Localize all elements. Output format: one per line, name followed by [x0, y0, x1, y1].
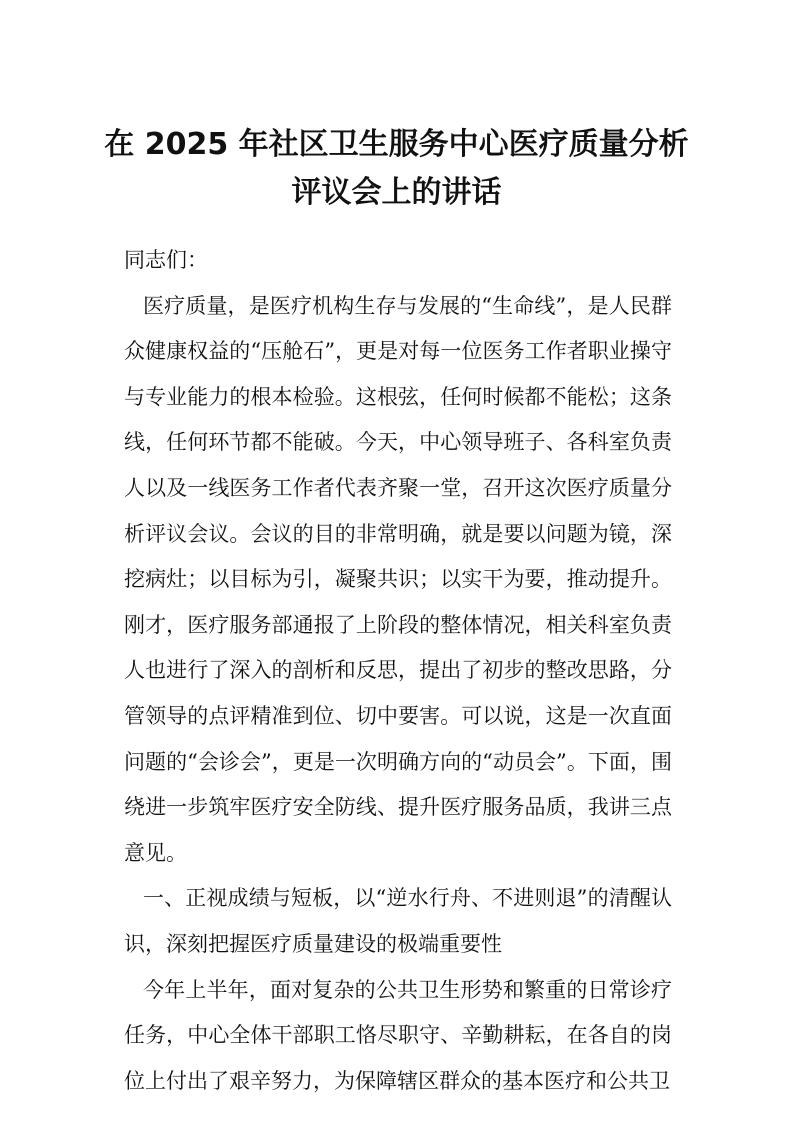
paragraph-section-1: 今年上半年，面对复杂的公共卫生形势和繁重的日常诊疗任务，中心全体干部职工恪尽职守、辛勤耕耘，在各自的岗位上付出了艰辛努力，为保障辖区群众的基本医疗和公共卫	[124, 977, 672, 1093]
section-heading-1: 一、正视成绩与短板，以“逆水行舟、不进则退”的清醒认识，深刻把握医疗质量建设的极端重要性	[124, 886, 672, 956]
document-title-line-2: 评议会上的讲话	[291, 175, 502, 210]
paragraph-opening: 医疗质量，是医疗机构生存与发展的“生命线”，是人民群众健康权益的“压舱石”，更是对每一位医务工作者职业操守与专业能力的根本检验。这根弦，任何时候都不能松；这条线，任何环节都不能破。今天，中心领导班子、各科室负责人以及一线医务工作者代表齐聚一堂，召开这次医疗质量分析评议会议。会议的目的非常明确，就是要以问题为镜，深挖病灶；以目标为引，凝聚共识；以实干为要，推动提升。刚才，医疗服务部通报了上阶段的整体情况，相关科室负责人也进行了深入的剖析和反思，提出了初步的整改思路，分管领导的点评精准到位、切中要害。可以说，这是一次直面问题的“会诊会”，更是一次明确方向的“动员会”。下面，围绕进一步筑牢医疗安全防线、提升医疗服务品质，我讲三点意见。	[124, 293, 672, 865]
salutation: 同志们：	[124, 248, 208, 272]
document-body	[124, 238, 672, 1104]
document-title-line-1: 在 2025 年社区卫生服务中心医疗质量分析	[104, 127, 689, 162]
